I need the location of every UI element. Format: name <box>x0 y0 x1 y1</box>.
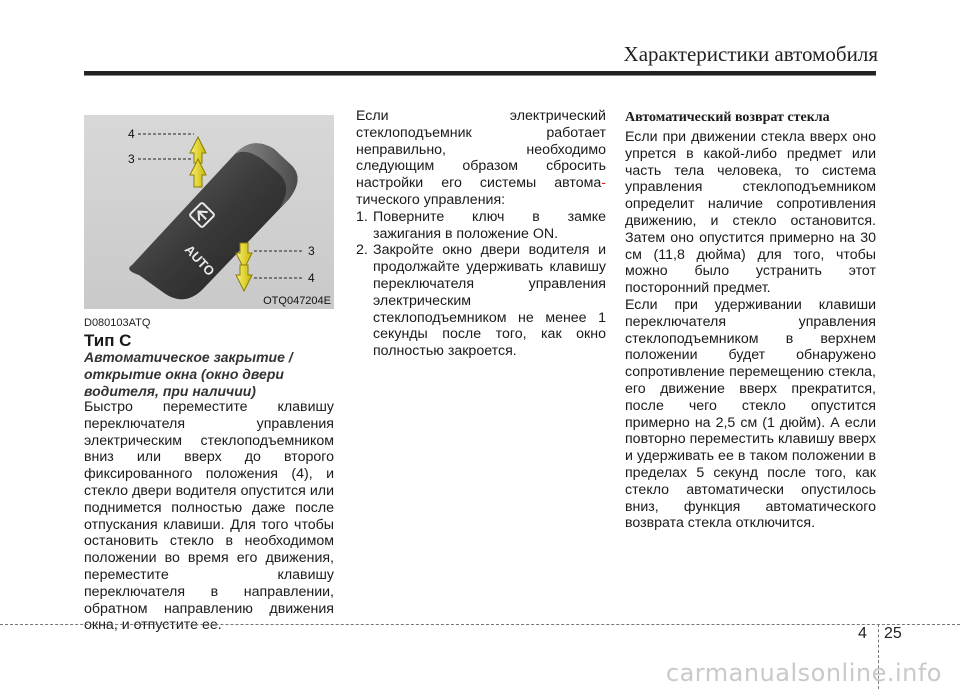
window-switch-drawing <box>84 115 334 309</box>
step-text: Поверните ключ в замке зажигания в положение ON. <box>373 208 606 242</box>
header-rule-thin <box>84 75 876 76</box>
label-up-4: 4 <box>128 127 135 141</box>
type-heading: Тип С <box>84 331 132 350</box>
window-switch-illustration <box>84 115 334 309</box>
arrow-up-icon <box>190 137 206 187</box>
right-heading: Автоматический возврат стекла <box>625 110 830 125</box>
label-down-3: 3 <box>308 244 315 258</box>
steps-list <box>356 209 606 360</box>
auto-label: AUTO <box>181 241 218 279</box>
watermark: carmanualsonline.info <box>665 659 942 687</box>
list-item <box>356 242 606 360</box>
right-column <box>625 129 876 532</box>
right-paragraph-1: Если при движении стекла вверх оно упрется в какой-либо предмет или часть тела человека, то система управления стеклоподъемником определит наличие сопротивления движению, и стекло остановится. Затем оно опустится примерно на 30 см (11,8 дюйма) для того, чтобы можно было устранить этот посторонний предмет. <box>625 129 876 297</box>
section-code: D080103ATQ <box>84 317 151 329</box>
middle-intro-b: тического управления: <box>356 191 506 208</box>
middle-intro-a: Если электрический стеклоподъемник работает неправильно, необходимо следующим образом сбросить настройки его системы автома <box>356 108 606 192</box>
step-text: Закройте окно двери водителя и продолжайте удерживать клавишу переключателя управления электрическим стеклоподъемником не менее 1 секунды после того, как окно полностью закроется. <box>373 242 606 360</box>
list-item <box>356 209 606 243</box>
label-down-4: 4 <box>308 271 315 285</box>
middle-intro <box>356 108 606 209</box>
right-paragraph-2: Если при удерживании клавиши переключателя управления стеклоподъемником в верхнем положении будет обнаружено сопротивление перемещению стекла, его движение вверх прекратится, после чего стекло опустится примерно на 2,5 см (1 дюйм). А если повторно переместить клавишу вверх и удерживать ее в таком положении в пределах 5 секунд после того, как стекло автоматически опустилось вниз, функция автоматического возврата стекла отключится. <box>625 296 876 532</box>
middle-column <box>356 108 606 360</box>
footer-dashed-line <box>0 624 960 625</box>
middle-intro-hyphen: - <box>601 175 606 192</box>
left-paragraph: Быстро переместите клавишу переключателя управления электрическим стеклоподъемником вниз или вверх до второго фиксированного положения (4), и стекло двери водителя опустится или поднимется полностью даже после отпускания клавиши. Для того чтобы остановить стекло в необходимом положении во время его движения, переместите клавишу переключателя в направлении, обратном направлению движения окна, и отпустите ее. <box>84 399 334 634</box>
chapter-number: 4 <box>858 625 867 642</box>
page-number: 25 <box>884 625 902 642</box>
step-number: 1. <box>356 208 368 225</box>
subheading: Автоматическое закрытие / открытие окна (окно двери водителя, при наличии) <box>84 349 293 399</box>
figure-code: OTQ047204E <box>263 295 331 307</box>
label-up-3: 3 <box>128 152 135 166</box>
step-number: 2. <box>356 242 368 259</box>
page-header-title: Характеристики автомобиля <box>623 42 878 66</box>
